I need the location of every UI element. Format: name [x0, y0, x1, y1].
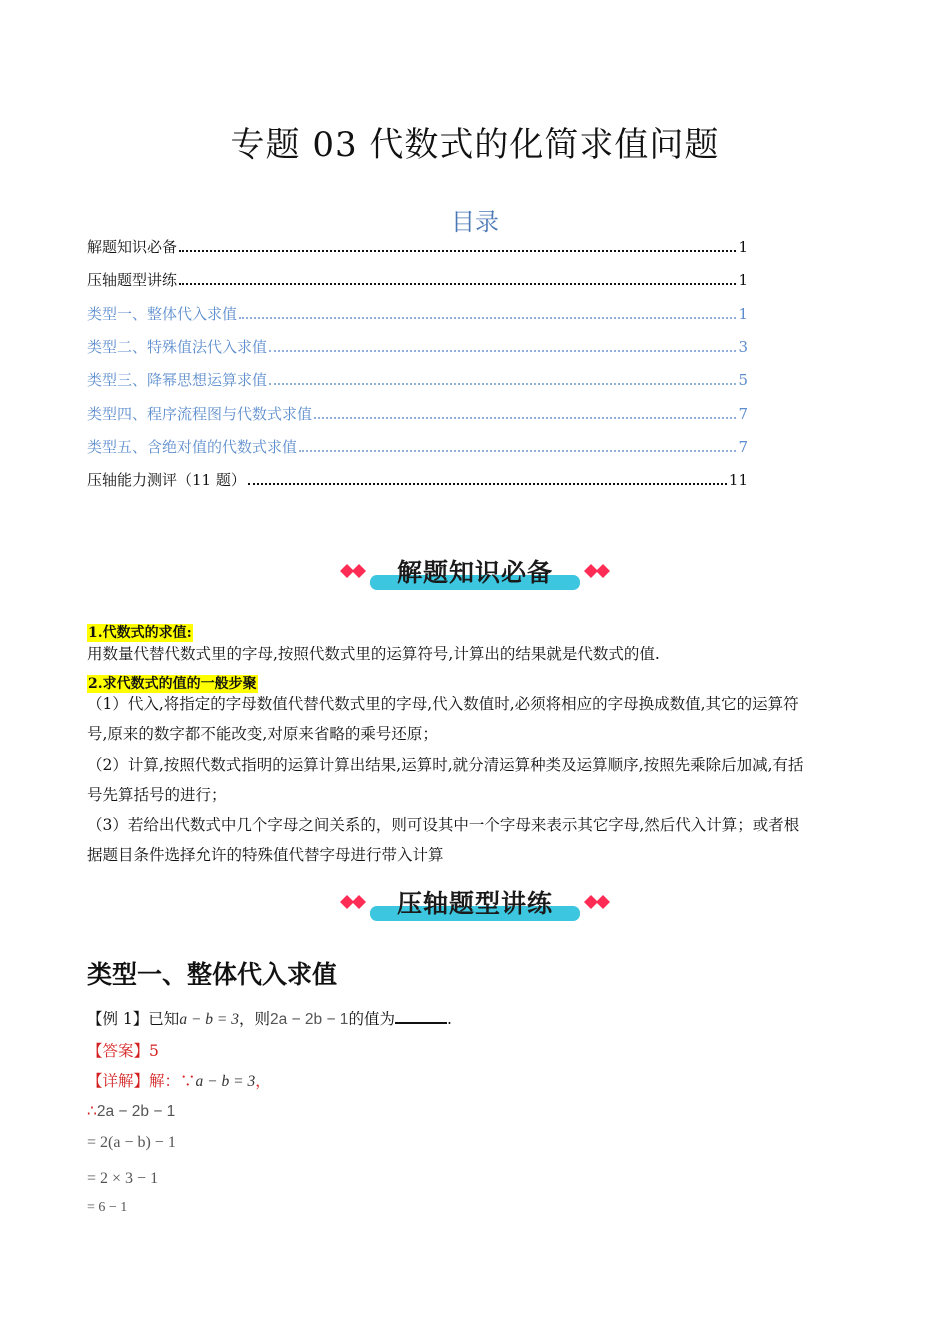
detail-post: ，	[255, 1072, 271, 1090]
toc-entry-type4[interactable]	[87, 403, 748, 425]
toc-leader	[314, 417, 736, 419]
example-pre: 已知	[148, 1010, 180, 1028]
toc-label: 压轴题型讲练	[87, 271, 178, 289]
answer-blank	[395, 1008, 447, 1024]
example-1-line	[87, 1008, 452, 1031]
toc-leader	[179, 250, 736, 252]
toc-page: 7	[738, 438, 748, 456]
toc-leader	[248, 483, 727, 485]
toc-leader	[299, 450, 736, 452]
toc-entry-type2[interactable]	[87, 336, 748, 358]
toc-leader	[269, 383, 736, 385]
toc-heading: 目录	[451, 208, 499, 236]
toc-label: 类型五、含绝对值的代数式求值	[87, 438, 298, 456]
toc-page: 11	[728, 471, 748, 489]
detail-condition-math: a − b = 3	[195, 1073, 256, 1090]
step-2-line-a: （2）计算,按照代数式指明的运算计算出结果,运算时,就分清运算种类及运算顺序,按照先乘除后加减,有括	[87, 756, 804, 774]
therefore-line	[87, 1100, 175, 1123]
banner-title: 压轴题型讲练	[396, 889, 553, 918]
toc-page: 5	[738, 371, 748, 389]
example-post: 的值为	[348, 1010, 395, 1028]
step-2-line-b: 号先算括号的进行；	[87, 786, 227, 804]
toc-entry-type1[interactable]	[87, 303, 748, 325]
detail-line	[87, 1070, 271, 1093]
toc-leader	[179, 283, 736, 285]
type1-heading: 类型一、整体代入求值	[87, 960, 338, 989]
document-title: 专题 03 代数式的化简求值问题	[230, 125, 720, 165]
toc-entry-type3[interactable]	[87, 369, 748, 391]
toc-leader	[269, 350, 736, 352]
therefore-expression: 2a − 2b − 1	[96, 1103, 176, 1120]
toc-page: 3	[738, 338, 748, 356]
section-banner-practice	[330, 880, 620, 926]
example-tag: 【例 1】	[87, 1010, 149, 1028]
toc-entry-practice[interactable]	[87, 269, 748, 291]
toc-entry-type5[interactable]	[87, 436, 748, 458]
detail-tag: 【详解】	[87, 1072, 150, 1090]
step-3-line-a: （3）若给出代数式中几个字母之间关系的，则可设其中一个字母来表示其它字母,然后代入计算；或者根	[87, 816, 800, 834]
knowledge-heading-2: 2.求代数式的值的一般步聚	[88, 676, 257, 692]
example-mid: ，则	[238, 1010, 270, 1028]
toc-label: 类型二、特殊值法代入求值	[87, 338, 268, 356]
answer-value: 5	[149, 1042, 159, 1060]
toc-page: 7	[738, 405, 748, 423]
expression-math: 2a − 2b − 1	[270, 1011, 349, 1028]
solution-step-2: = 2 × 3 − 1	[87, 1170, 159, 1187]
toc-entry-knowledge[interactable]	[87, 236, 748, 258]
toc-page: 1	[738, 238, 748, 256]
answer-tag: 【答案】	[87, 1042, 150, 1060]
toc-page: 1	[738, 305, 748, 323]
solution-step-1: = 2(a − b) − 1	[87, 1134, 176, 1151]
toc-label: 类型四、程序流程图与代数式求值	[87, 405, 313, 423]
toc-leader	[239, 317, 736, 319]
toc-entry-assessment[interactable]	[87, 469, 748, 491]
step-1-line-a: （1）代入,将指定的字母数值代替代数式里的字母,代入数值时,必须将相应的字母换成数值,其它的运算符	[87, 695, 799, 713]
condition-math: a − b = 3	[179, 1011, 239, 1028]
solution-step-3: = 6 − 1	[87, 1200, 128, 1215]
toc-label: 类型一、整体代入求值	[87, 305, 238, 323]
therefore-symbol: ∴	[87, 1102, 97, 1120]
toc-label: 压轴能力测评（11 题）	[87, 471, 246, 489]
step-3-line-b: 据题目条件选择允许的特殊值代替字母进行带入计算	[87, 846, 444, 864]
detail-pre: 解：∵	[149, 1072, 196, 1090]
toc-page: 1	[738, 271, 748, 289]
example-end: .	[446, 1010, 452, 1028]
knowledge-paragraph-1: 用数量代替代数式里的字母,按照代数式里的运算符号,计算出的结果就是代数式的值.	[87, 645, 660, 663]
toc-label: 解题知识必备	[87, 238, 178, 256]
answer-line	[87, 1040, 159, 1062]
section-banner-knowledge	[330, 549, 620, 595]
knowledge-heading-1: 1.代数式的求值:	[88, 625, 192, 641]
banner-title: 解题知识必备	[396, 558, 553, 587]
toc-label: 类型三、降幂思想运算求值	[87, 371, 268, 389]
step-1-line-b: 号,原来的数字都不能改变,对原来省略的乘号还原；	[87, 725, 438, 743]
